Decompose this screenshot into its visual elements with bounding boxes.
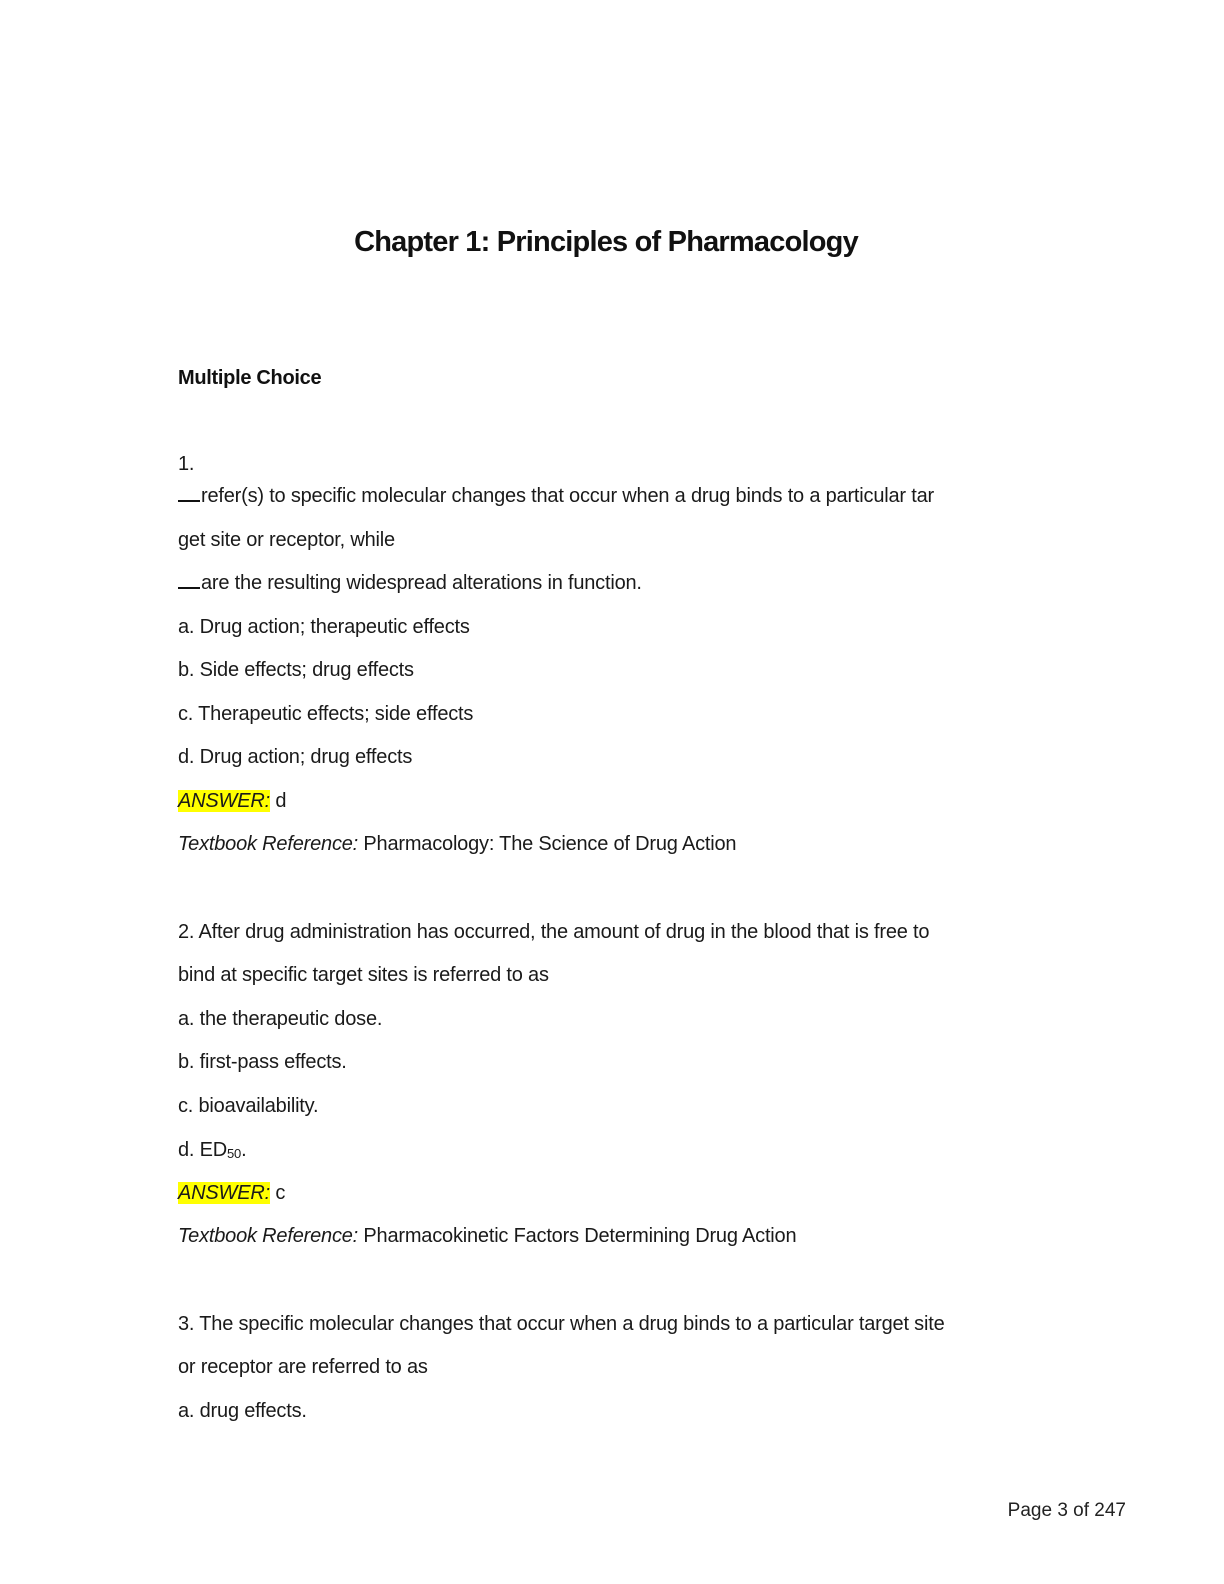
question-1-reference [178,833,736,856]
question-2-option-b: b. first-pass effects. [178,1051,347,1073]
option-d-subscript: 50 [227,1146,242,1161]
reference-value: Pharmacokinetic Factors Determining Drug Action [363,1225,797,1247]
question-1-number: 1. [178,453,195,475]
question-2-option-c: c. bioavailability. [178,1095,319,1117]
question-1-option-c: c. Therapeutic effects; side effects [178,703,474,725]
question-1-stem-text-3: are the resulting widespread alterations in function. [201,572,642,594]
question-1-option-a: a. Drug action; therapeutic effects [178,616,470,638]
option-d-prefix: d. ED [178,1139,228,1161]
reference-label: Textbook Reference: [178,1225,359,1247]
question-2-option-d [178,1139,246,1162]
answer-value: c [275,1182,286,1204]
chapter-title: Chapter 1: Principles of Pharmacology [354,226,858,258]
question-3-option-a: a. drug effects. [178,1400,307,1422]
question-2-reference [178,1225,796,1248]
question-1-stem-line2: get site or receptor, while [178,529,395,551]
question-2-stem-line1: 2. After drug administration has occurred, the amount of drug in the blood that is free to [178,921,930,943]
answer-label: ANSWER: [178,1182,270,1204]
page-number-footer: Page 3 of 247 [1007,1500,1126,1521]
question-2-stem-line2: bind at specific target sites is referred to as [178,964,549,986]
question-1-option-d: d. Drug action; drug effects [178,746,413,768]
answer-blank [178,573,200,589]
question-2-option-a: a. the therapeutic dose. [178,1008,383,1030]
question-1-answer [178,790,286,813]
question-3-stem-line2: or receptor are referred to as [178,1356,428,1378]
question-1-stem-line1 [178,485,934,508]
question-3-stem-line1: 3. The specific molecular changes that occur when a drug binds to a particular target site [178,1313,945,1335]
answer-label: ANSWER: [178,790,270,812]
question-1-stem-text-1: refer(s) to specific molecular changes that occur when a drug binds to a particular tar [201,485,934,507]
section-heading: Multiple Choice [178,367,322,389]
answer-value: d [275,790,287,812]
question-1-option-b: b. Side effects; drug effects [178,659,414,681]
question-2-answer [178,1182,285,1205]
reference-value: Pharmacology: The Science of Drug Action [363,833,737,855]
answer-blank [178,486,200,502]
question-1-stem-line3 [178,572,642,595]
option-d-suffix: . [241,1139,247,1161]
reference-label: Textbook Reference: [178,833,359,855]
